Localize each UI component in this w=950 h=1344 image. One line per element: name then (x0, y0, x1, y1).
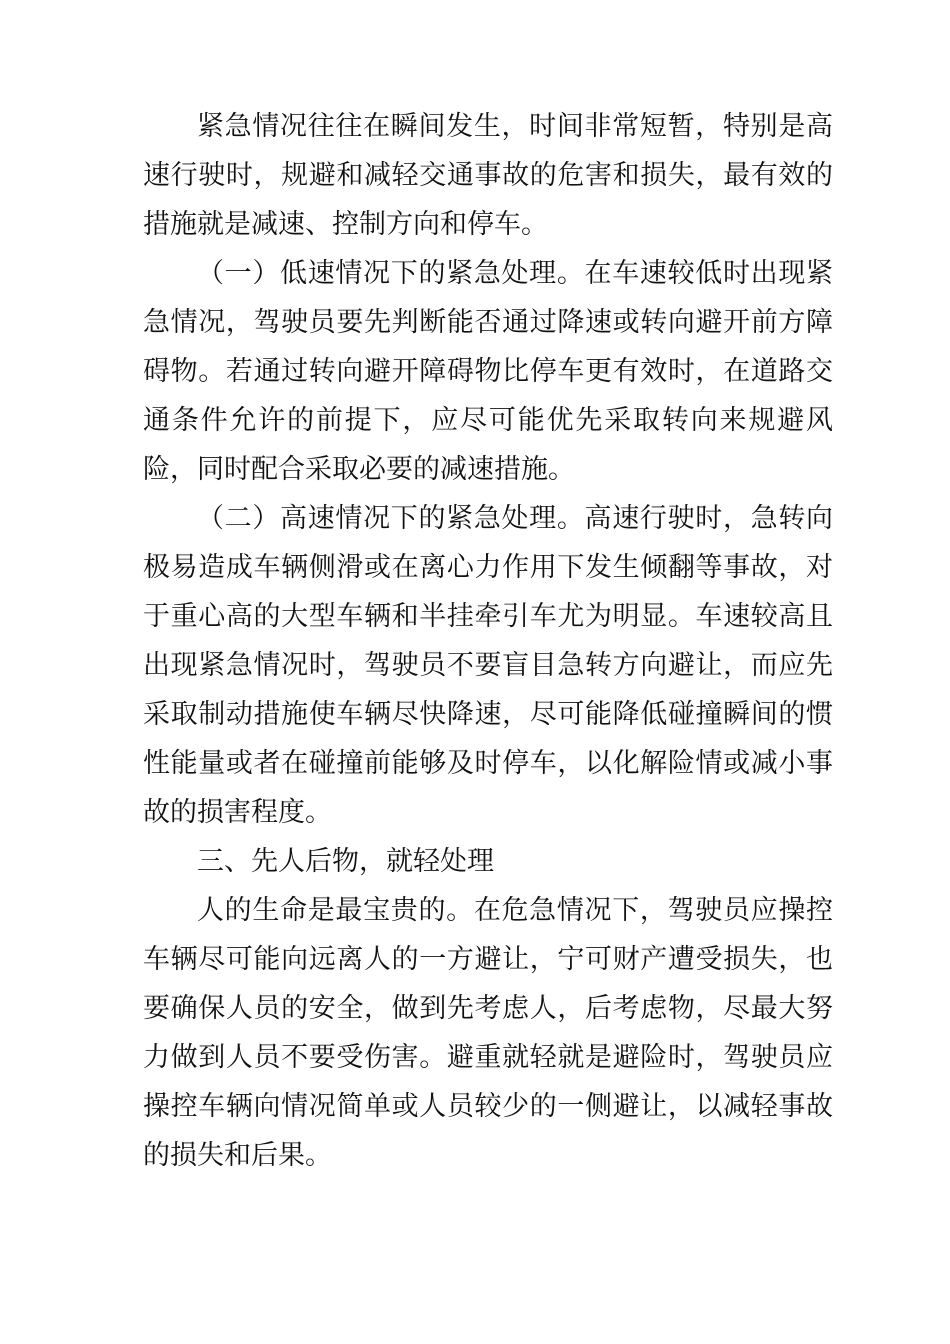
paragraph-intro: 紧急情况往往在瞬间发生，时间非常短暂，特别是高速行驶时，规避和减轻交通事故的危害和损失，最有效的措施就是减速、控制方向和停车。 (143, 111, 833, 240)
section-heading: 三、先人后物，就轻处理 (197, 846, 494, 877)
paragraph-high-speed: （二）高速情况下的紧急处理。高速行驶时，急转向极易造成车辆侧滑或在离心力作用下发生倾翻等事故，对于重心高的大型车辆和半挂牵引车尤为明显。车速较高且出现紧急情况时，驾驶员不要盲目急转方向避让，而应先采取制动措施使车辆尽快降速，尽可能降低碰撞瞬间的惯性能量或者在碰撞前能够及时停车，以化解险情或减小事故的损害程度。 (143, 503, 833, 828)
document-body (143, 102, 833, 1180)
paragraph-people-first: 人的生命是最宝贵的。在危急情况下，驾驶员应操控车辆尽可能向远离人的一方避让，宁可财产遭受损失，也要确保人员的安全，做到先考虑人，后考虑物，尽最大努力做到人员不要受伤害。避重就轻就是避险时，驾驶员应操控车辆向情况简单或人员较少的一侧避让，以减轻事故的损失和后果。 (143, 895, 833, 1171)
paragraph-low-speed: （一）低速情况下的紧急处理。在车速较低时出现紧急情况，驾驶员要先判断能否通过降速或转向避开前方障碍物。若通过转向避开障碍物比停车更有效时，在道路交通条件允许的前提下，应尽可能优先采取转向来规避风险，同时配合采取必要的减速措施。 (143, 258, 833, 485)
